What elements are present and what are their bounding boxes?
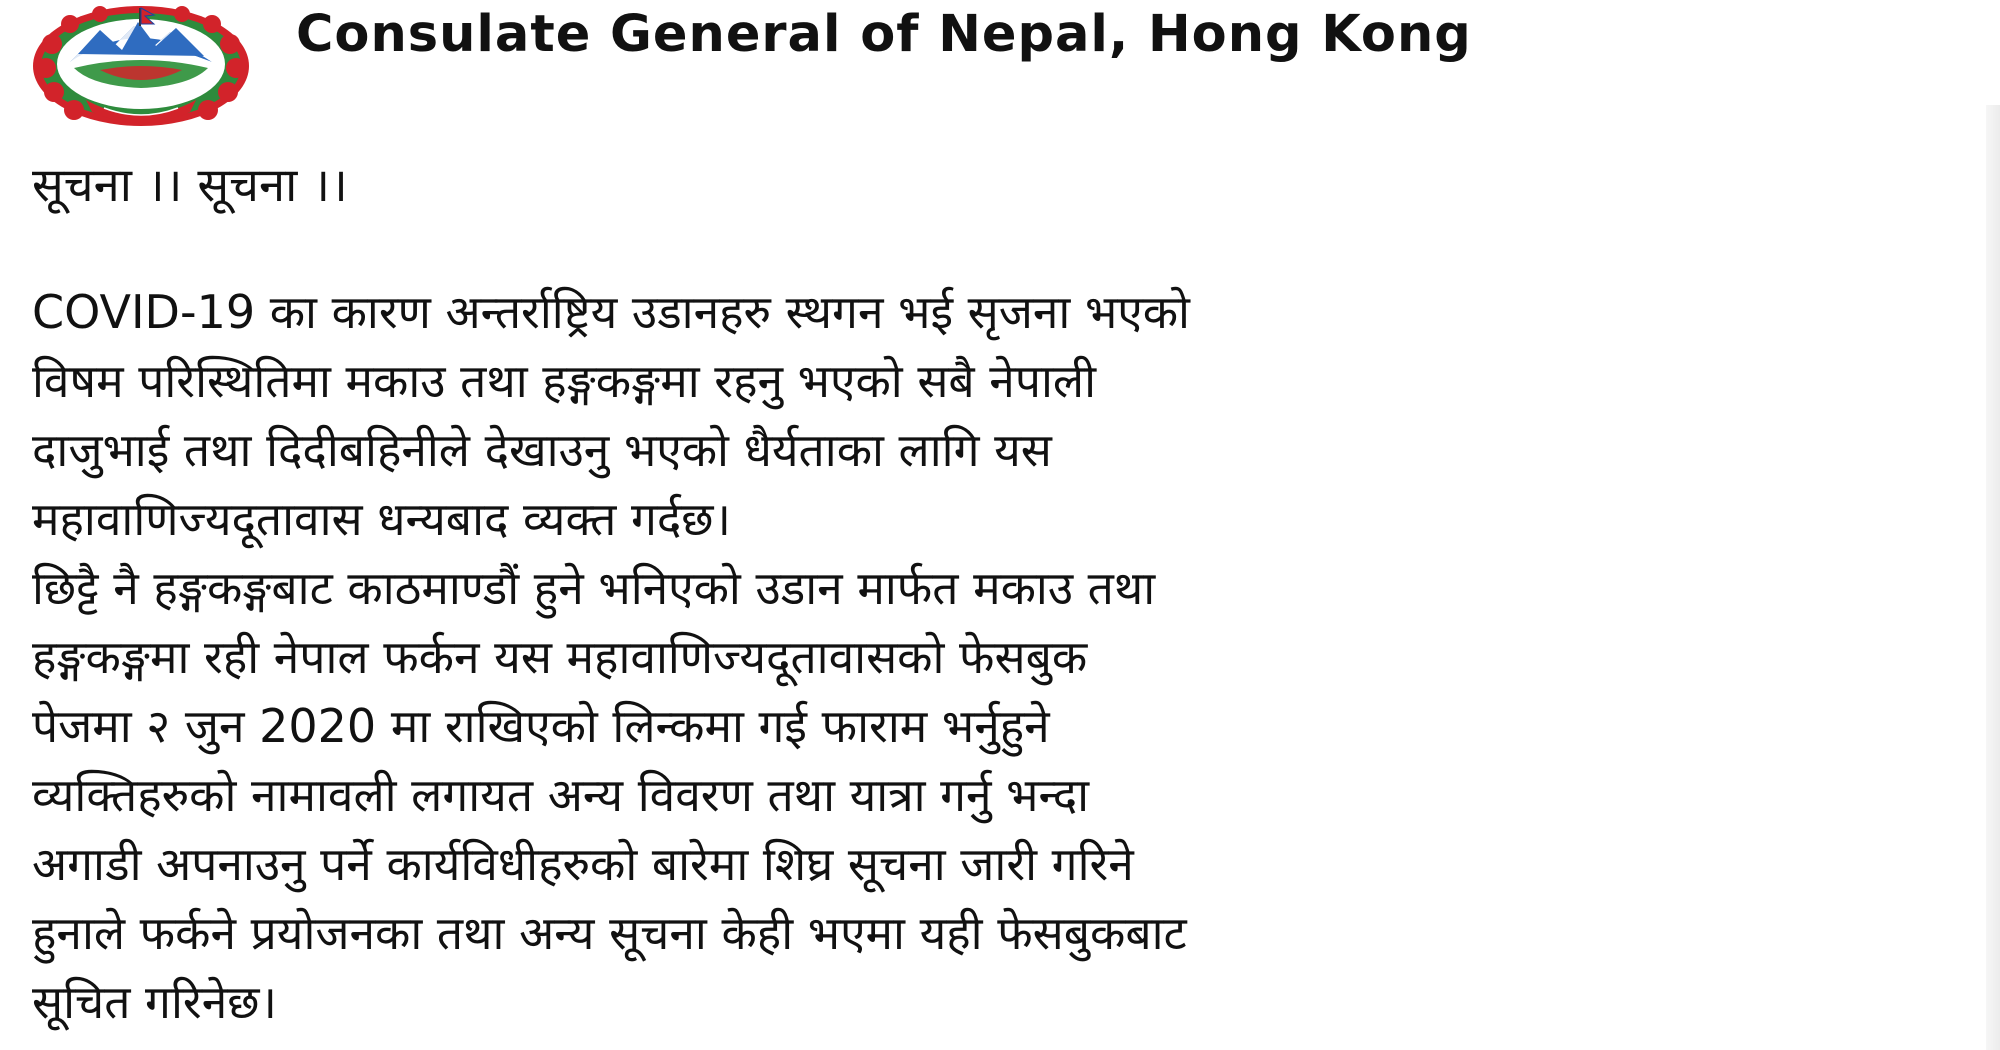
notice-line: अगाडी अपनाउनु पर्ने कार्यविधीहरुको बारेमा शिघ्र सूचना जारी गरिने [32, 837, 1134, 891]
notice-line: पेजमा २ जुन 2020 मा राखिएको लिन्कमा गई फाराम भर्नुहुने [32, 699, 1050, 753]
notice-line: महावाणिज्यदूतावास धन्यबाद व्यक्त गर्दछ। [32, 492, 731, 546]
organization-name: Consulate General of Nepal, Hong Kong [296, 5, 1472, 64]
letterhead [0, 0, 2000, 140]
notice-line: हङ्गकङ्गमा रही नेपाल फर्कन यस महावाणिज्यदूतावासको फेसबुक [32, 630, 1088, 684]
notice-line: सूचित गरिनेछ। [32, 975, 277, 1029]
notice-line: छिट्टै नै हङ्गकङ्गबाट काठमाण्डौं हुने भनिएको उडान मार्फत मकाउ तथा [32, 561, 1156, 615]
notice-line: विषम परिस्थितिमा मकाउ तथा हङ्गकङ्गमा रहनु भएको सबै नेपाली [32, 354, 1096, 408]
notice-line: दाजुभाई तथा दिदीबहिनीले देखाउनु भएको धैर्यताका लागि यस [32, 423, 1052, 477]
page-edge-shadow [1986, 105, 2000, 1050]
notice-body [32, 278, 1972, 1037]
nepal-coat-of-arms-icon [30, 4, 252, 128]
notice-heading: सूचना ।। सूचना ।। [32, 158, 348, 213]
notice-line: COVID-19 का कारण अन्तर्राष्ट्रिय उडानहरु स्थगन भई सृजना भएको [32, 285, 1190, 339]
notice-line: हुनाले फर्कने प्रयोजनका तथा अन्य सूचना केही भएमा यही फेसबुकबाट [32, 906, 1187, 960]
notice-line: व्यक्तिहरुको नामावली लगायत अन्य विवरण तथा यात्रा गर्नु भन्दा [32, 768, 1090, 822]
